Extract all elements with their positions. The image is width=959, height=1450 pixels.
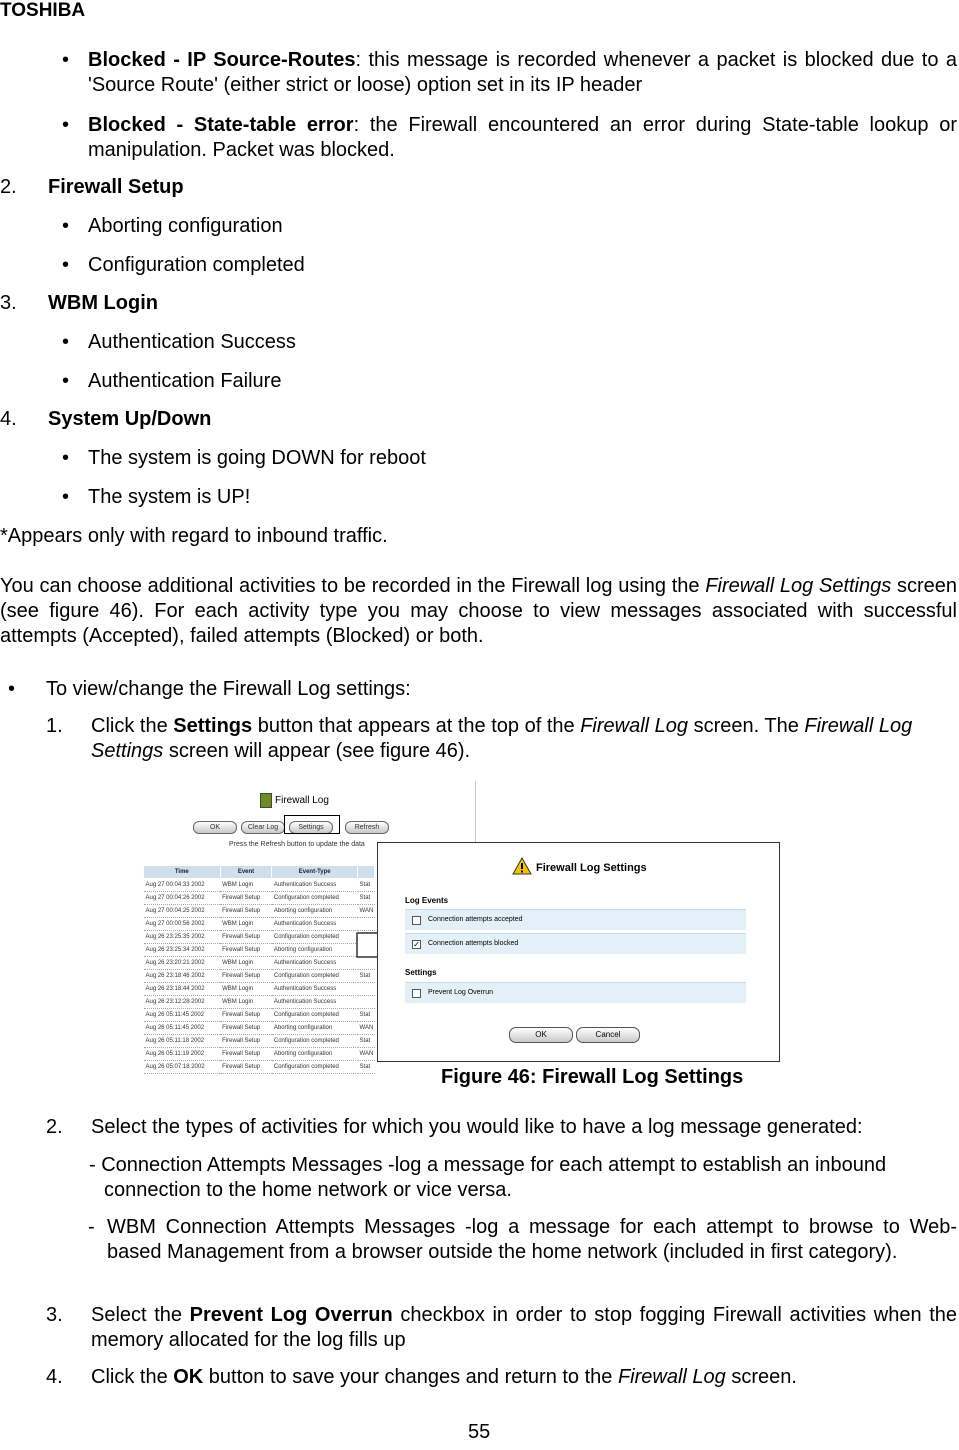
ok-button[interactable]: OK <box>509 1027 573 1043</box>
section-title: WBM Login <box>48 292 158 314</box>
step-number: 4. <box>46 1366 63 1388</box>
step-number: 3. <box>46 1304 63 1326</box>
table-cell: Stat <box>358 1009 375 1022</box>
table-cell: Aug 27 00:04:33 2002 <box>144 879 221 892</box>
list-item: The system is going DOWN for reboot <box>88 447 426 469</box>
table-cell: WAN <box>358 1022 375 1035</box>
cancel-button[interactable]: Cancel <box>576 1027 640 1043</box>
option-accepted[interactable] <box>405 909 746 930</box>
table-cell: WAN <box>358 905 375 918</box>
dash: - <box>88 1216 95 1238</box>
table-row <box>144 892 375 905</box>
table-cell: Authentication Success <box>272 879 358 892</box>
step-number: 1. <box>46 715 63 737</box>
table-cell: Aug 26 23:18:44 2002 <box>144 983 221 996</box>
table-cell: Aborting configuration <box>272 905 358 918</box>
settings-button[interactable]: Settings <box>289 821 333 834</box>
table-cell: Configuration completed <box>272 892 358 905</box>
table-cell: Stat <box>358 1061 375 1074</box>
firewall-icon <box>260 793 272 808</box>
list-item: Configuration completed <box>88 254 305 276</box>
table-row <box>144 1035 375 1048</box>
intro-paragraph: You can choose additional activities to be recorded in the Firewall log using the Firewall Log Settings screen (see figure 46). For each activity type you may choose to view messages associated with successful attempts (Accepted), failed attempts (Blocked) or both. <box>0 575 957 647</box>
list-item: The system is UP! <box>88 486 251 508</box>
list-item: Authentication Success <box>88 331 296 353</box>
section-number: 3. <box>0 292 17 314</box>
step-2: Select the types of activities for which you would like to have a log message generated: <box>91 1116 863 1138</box>
table-row <box>144 1048 375 1061</box>
column-header: Event <box>220 866 272 879</box>
table-cell: Aug 26 05:11:45 2002 <box>144 1009 221 1022</box>
table-row <box>144 983 375 996</box>
list-item: Aborting configuration <box>88 215 283 237</box>
table-cell: Firewall Setup <box>220 1009 272 1022</box>
table-cell <box>358 983 375 996</box>
settings-title: Firewall Log Settings <box>536 862 647 874</box>
table-cell: WBM Login <box>220 918 272 931</box>
section-number: 2. <box>0 176 17 198</box>
table-cell: Configuration completed <box>272 1035 358 1048</box>
table-cell: Authentication Success <box>272 957 358 970</box>
step-1: Click the Settings button that appears at the top of the Firewall Log screen. The Firewall Log Settings screen will appear (see figure 46). <box>91 715 913 762</box>
footnote: *Appears only with regard to inbound traffic. <box>0 525 388 547</box>
step-3: Select the Prevent Log Overrun checkbox in order to stop fogging Firewall activities when the memory allocated for the log fills up <box>91 1304 957 1351</box>
table-row <box>144 905 375 918</box>
step-2-detail-a: - Connection Attempts Messages -log a message for each attempt to establish an inbound connection to the home network or vice versa. <box>89 1154 887 1201</box>
table-cell: Aug 26 23:18:46 2002 <box>144 970 221 983</box>
table-cell: WBM Login <box>220 879 272 892</box>
brand-header: TOSHIBA <box>0 0 86 21</box>
table-cell: Aug 26 23:20:21 2002 <box>144 957 221 970</box>
table-cell: Aug 26 05:11:45 2002 <box>144 1022 221 1035</box>
table-cell: Aug 26 23:25:35 2002 <box>144 931 221 944</box>
table-row <box>144 996 375 1009</box>
table-cell: Firewall Setup <box>220 931 272 944</box>
table-cell: Firewall Setup <box>220 892 272 905</box>
table-cell: Authentication Success <box>272 996 358 1009</box>
table-cell: Stat <box>358 879 375 892</box>
step-number: 2. <box>46 1116 63 1138</box>
table-cell: Authentication Success <box>272 918 358 931</box>
table-row <box>144 944 375 957</box>
table-cell: Aug 26 23:12:28 2002 <box>144 996 221 1009</box>
table-cell: Aborting configuration <box>272 1022 358 1035</box>
bullet-dot: • <box>8 678 16 700</box>
bullet-dot: • <box>62 370 70 392</box>
table-cell: Aborting configuration <box>272 944 358 957</box>
bullet-source-routes: Blocked - IP Source-Routes: this message is recorded whenever a packet is blocked due to a 'Source Route' (either strict or loose) option set in its IP header <box>88 49 957 96</box>
table-cell: WBM Login <box>220 996 272 1009</box>
checkbox-prevent-overrun[interactable] <box>412 989 421 998</box>
refresh-hint: Press the Refresh button to update the data <box>229 841 365 848</box>
table-row <box>144 879 375 892</box>
table-cell: Firewall Setup <box>220 1048 272 1061</box>
howto-bullet: To view/change the Firewall Log settings: <box>46 678 411 700</box>
warning-icon <box>512 857 532 875</box>
table-cell: Aborting configuration <box>272 1048 358 1061</box>
section-title: Firewall Setup <box>48 176 184 198</box>
step-2-detail-b: WBM Connection Attempts Messages -log a message for each attempt to browse to Web-based Management from a browser outside the home network (included in first category). <box>107 1216 957 1263</box>
bullet-dot: • <box>62 331 70 353</box>
option-prevent-overrun[interactable] <box>405 982 746 1003</box>
column-header: Time <box>144 866 221 879</box>
table-cell: Aug 27 00:00:56 2002 <box>144 918 221 931</box>
bullet-dot: • <box>62 114 70 136</box>
checkbox-blocked[interactable]: ✓ <box>413 940 420 949</box>
option-label: Connection attempts blocked <box>428 940 519 947</box>
bullet-dot: • <box>62 254 70 276</box>
table-cell: WBM Login <box>220 983 272 996</box>
step-4: Click the OK button to save your changes and return to the Firewall Log screen. <box>91 1366 797 1388</box>
table-cell: Configuration completed <box>272 970 358 983</box>
log-events-label: Log Events <box>405 896 449 905</box>
section-number: 4. <box>0 408 17 430</box>
table-cell: Authentication Success <box>272 983 358 996</box>
settings-label: Settings <box>405 968 437 977</box>
table-cell: Firewall Setup <box>220 1061 272 1074</box>
table-cell: Configuration completed <box>272 1009 358 1022</box>
bullet-dot: • <box>62 486 70 508</box>
log-table <box>143 865 375 1074</box>
table-cell: Aug 26 05:07:18 2002 <box>144 1061 221 1074</box>
firewall-log-title: Firewall Log <box>275 795 329 806</box>
table-cell: WBM Login <box>220 957 272 970</box>
section-title: System Up/Down <box>48 408 212 430</box>
ok-button[interactable]: OK <box>193 821 237 834</box>
table-row <box>144 970 375 983</box>
table-row <box>144 957 375 970</box>
table-cell: Aug 26 05:11:19 2002 <box>144 1048 221 1061</box>
table-cell: Firewall Setup <box>220 1022 272 1035</box>
refresh-button[interactable]: Refresh <box>345 821 389 834</box>
table-row <box>144 918 375 931</box>
page-number: 55 <box>468 1421 491 1443</box>
option-label: Prevent Log Overrun <box>428 989 493 996</box>
table-cell: Stat <box>358 1035 375 1048</box>
table-cell: WAN <box>358 1048 375 1061</box>
table-cell: Firewall Setup <box>220 944 272 957</box>
table-cell: Firewall Setup <box>220 1035 272 1048</box>
bullet-dot: • <box>62 49 70 71</box>
table-cell: Configuration completed <box>272 1061 358 1074</box>
list-item: Authentication Failure <box>88 370 282 392</box>
table-row <box>144 1022 375 1035</box>
table-cell: Firewall Setup <box>220 905 272 918</box>
table-row <box>144 931 375 944</box>
option-label: Connection attempts accepted <box>428 916 523 923</box>
checkbox-accepted[interactable] <box>412 916 421 925</box>
table-cell <box>358 996 375 1009</box>
table-cell: Stat <box>358 892 375 905</box>
column-header <box>358 866 375 879</box>
table-row <box>144 1061 375 1074</box>
bullet-dot: • <box>62 215 70 237</box>
firewall-log-settings-screenshot <box>377 842 780 1062</box>
settings-highlight <box>284 815 340 834</box>
table-cell: Firewall Setup <box>220 970 272 983</box>
table-cell: Aug 27 00:04:25 2002 <box>144 905 221 918</box>
option-blocked[interactable] <box>405 933 746 954</box>
table-cell: Aug 26 05:11:18 2002 <box>144 1035 221 1048</box>
figure-caption: Figure 46: Firewall Log Settings <box>441 1066 744 1088</box>
table-cell: Configuration completed <box>272 931 358 944</box>
clear-log-button[interactable]: Clear Log <box>241 821 285 834</box>
table-row <box>144 1009 375 1022</box>
bullet-dot: • <box>62 447 70 469</box>
column-header: Event-Type <box>272 866 358 879</box>
table-cell: Aug 26 23:25:34 2002 <box>144 944 221 957</box>
table-cell: Stat <box>358 970 375 983</box>
bullet-state-table: Blocked - State-table error: the Firewall encountered an error during State-table lookup or manipulation. Packet was blocked. <box>88 114 957 161</box>
table-cell: Aug 27 00:04:26 2002 <box>144 892 221 905</box>
